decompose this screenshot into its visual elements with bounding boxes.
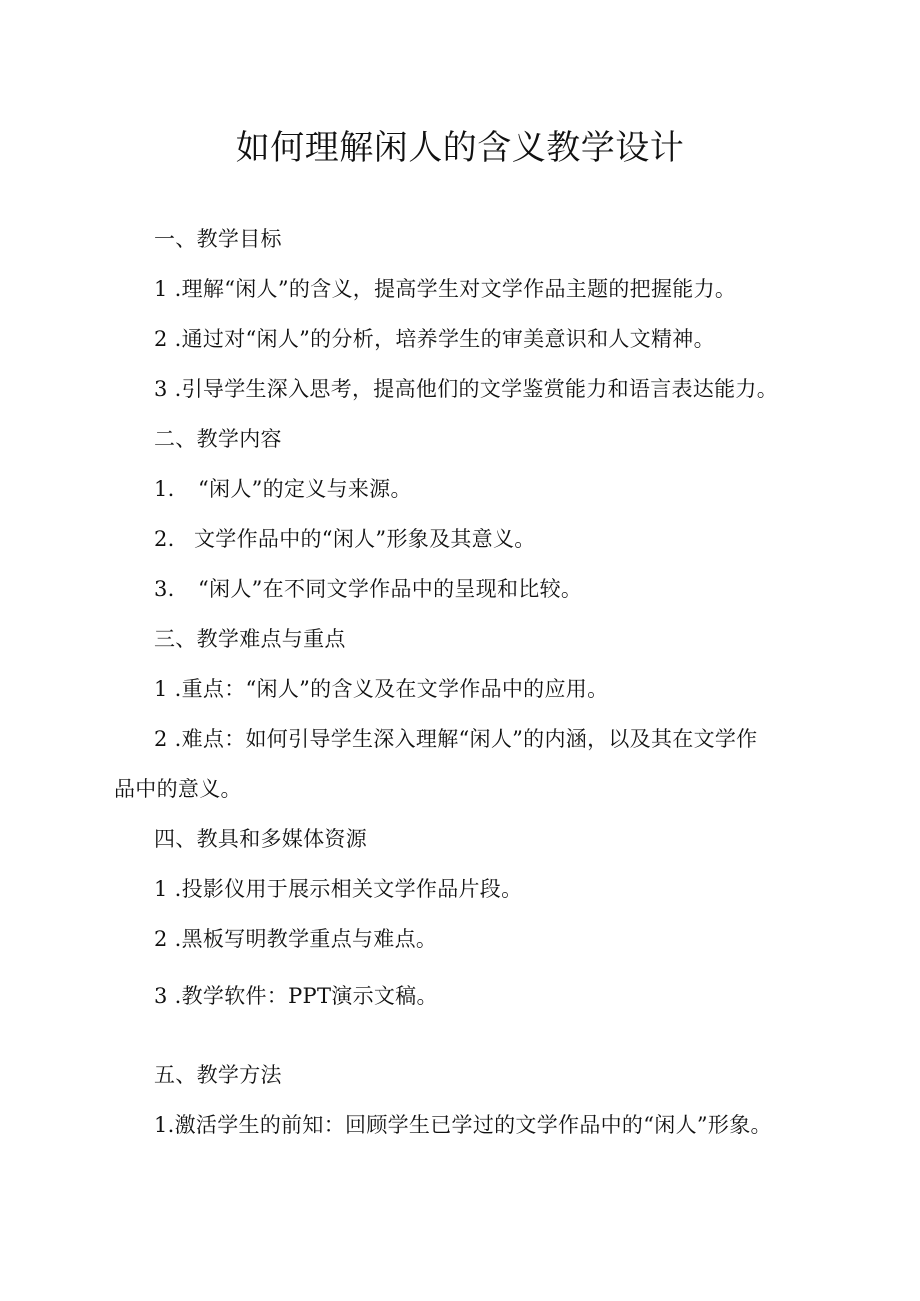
- objective-item-3: 3 .引导学生深入思考，提高他们的文学鉴赏能力和语言表达能力。: [154, 377, 779, 401]
- section-heading-objectives: 一、教学目标: [154, 227, 282, 251]
- content-item-3: [154, 574, 582, 604]
- key-point-item-2: 2 .难点：如何引导学生深入理解“闲人”的内涵，以及其在文学作: [154, 727, 758, 751]
- content-item-number: 1.: [154, 477, 175, 501]
- key-point-item-1: 1 .重点：“闲人”的含义及在文学作品中的应用。: [154, 677, 609, 701]
- section-heading-key-points: 三、教学难点与重点: [154, 627, 346, 651]
- section-heading-resources: 四、教具和多媒体资源: [154, 827, 367, 851]
- content-item-number: 2.: [154, 527, 175, 551]
- resource-item-1: 1 .投影仪用于展示相关文学作品片段。: [154, 877, 523, 901]
- key-point-item-2-continued: 品中的意义。: [114, 777, 242, 801]
- section-heading-content: 二、教学内容: [154, 427, 282, 451]
- content-item-1: [154, 474, 412, 504]
- content-item-number: 3.: [154, 577, 175, 601]
- resource-item-2: 2 .黑板写明教学重点与难点。: [154, 927, 438, 951]
- content-item-text: 文学作品中的“闲人”形象及其意义。: [194, 527, 536, 551]
- content-item-text: “闲人”在不同文学作品中的呈现和比较。: [198, 577, 583, 601]
- content-item-2: [154, 524, 536, 554]
- document-title: 如何理解闲人的含义教学设计: [235, 128, 685, 168]
- objective-item-1: 1 .理解“闲人”的含义，提高学生对文学作品主题的把握能力。: [154, 277, 737, 301]
- objective-item-2: 2 .通过对“闲人”的分析，培养学生的审美意识和人文精神。: [154, 327, 715, 351]
- content-item-text: “闲人”的定义与来源。: [198, 477, 412, 501]
- section-heading-methods: 五、教学方法: [154, 1063, 282, 1087]
- method-item-1: 1.激活学生的前知：回顾学生已学过的文学作品中的“闲人”形象。: [154, 1113, 772, 1137]
- resource-item-3: 3 .教学软件：PPT演示文稿。: [154, 984, 438, 1008]
